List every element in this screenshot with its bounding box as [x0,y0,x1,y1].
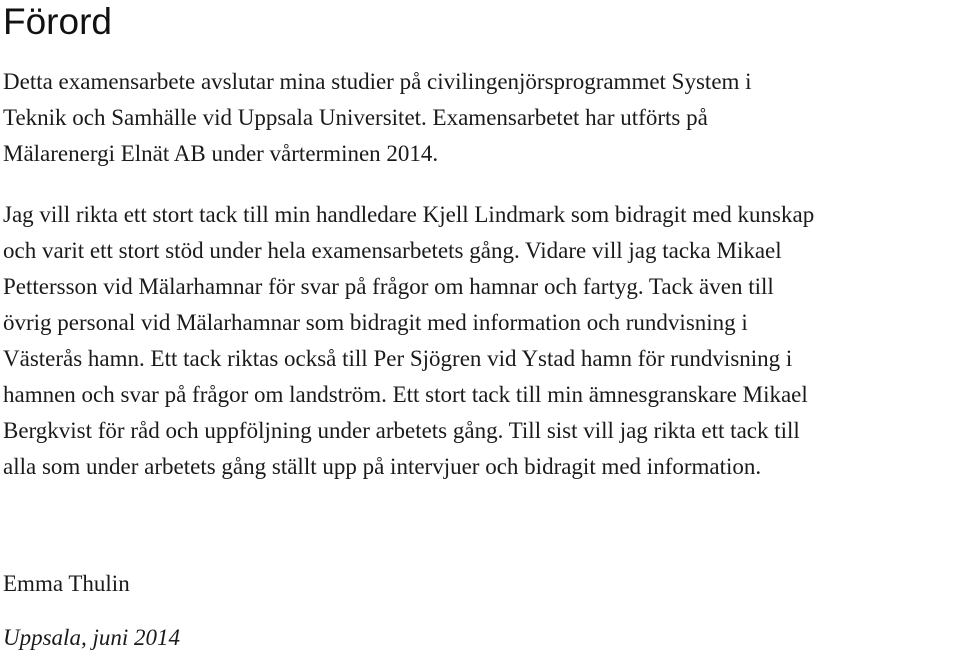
paragraph-line: Teknik och Samhälle vid Uppsala Universitet. Examensarbetet har utförts på [3,105,708,130]
paragraph-line: övrig personal vid Mälarhamnar som bidragit med information och rundvisning i [3,310,748,335]
paragraph-line: Pettersson vid Mälarhamnar för svar på frågor om hamnar och fartyg. Tack även till [3,274,774,299]
author-signature: Emma Thulin [3,571,130,596]
paragraph-intro [3,64,957,172]
paragraph-line: Västerås hamn. Ett tack riktas också till Per Sjögren vid Ystad hamn för rundvisning i [3,346,793,371]
paragraph-line: Detta examensarbete avslutar mina studier på civilingenjörsprogrammet System i [3,69,752,94]
paragraph-line: Mälarenergi Elnät AB under vårterminen 2014. [3,141,439,166]
page-title: Förord [3,1,112,42]
paragraph-line: hamnen och svar på frågor om landström. Ett stort tack till min ämnesgranskare Mikael [3,382,808,407]
paragraph-line: Bergkvist för råd och uppföljning under arbetets gång. Till sist vill jag rikta ett tack till [3,418,800,443]
place-and-date: Uppsala, juni 2014 [3,625,180,650]
paragraph-line: alla som under arbetets gång ställt upp på intervjuer och bidragit med information. [3,454,762,479]
document-page [3,0,957,656]
paragraph-acknowledgements [3,197,957,485]
paragraph-line: Jag vill rikta ett stort tack till min handledare Kjell Lindmark som bidragit med kunskap [3,202,815,227]
paragraph-line: och varit ett stort stöd under hela examensarbetets gång. Vidare vill jag tacka Mikael [3,238,782,263]
